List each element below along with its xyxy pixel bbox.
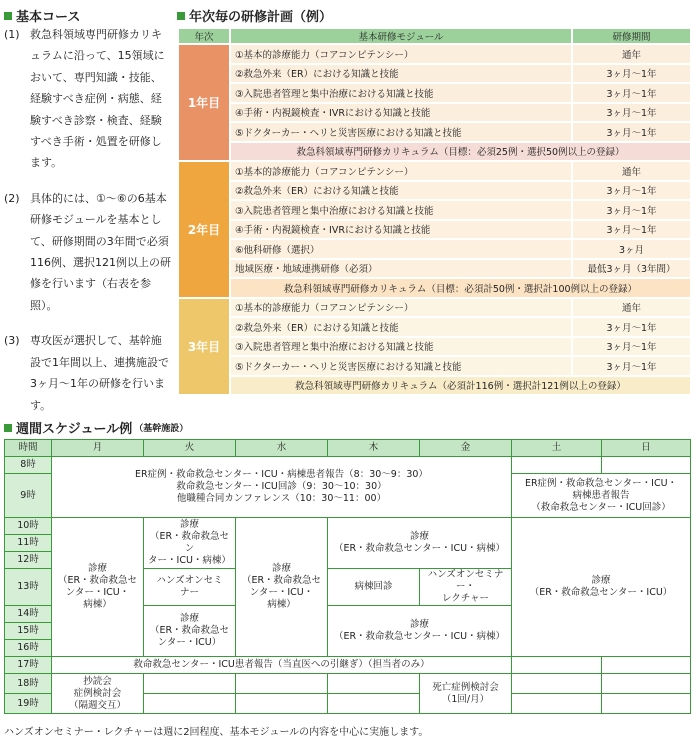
time-cell: 13時 bbox=[5, 569, 52, 606]
bullet-square-icon bbox=[177, 12, 185, 20]
period-cell: 通年 bbox=[573, 45, 690, 63]
time-row bbox=[5, 657, 691, 674]
empty-cell bbox=[512, 694, 602, 714]
period-cell: 3ヶ月 bbox=[573, 240, 690, 258]
plan-row bbox=[179, 45, 690, 63]
period-cell: 通年 bbox=[573, 299, 690, 317]
plan-row bbox=[179, 357, 690, 375]
header-wed: 水 bbox=[236, 440, 328, 457]
module-cell: ⑤ドクターカー・ヘリと災害医療における知識と技能 bbox=[231, 123, 571, 141]
module-cell: ⑥他科研修（選択） bbox=[231, 240, 571, 258]
empty-cell bbox=[144, 694, 236, 714]
tue-clinic-cell: 診療 （ER・救命救急セ ンター・ICU） bbox=[144, 606, 236, 657]
period-cell: 3ヶ月～1年 bbox=[573, 104, 690, 122]
empty-cell bbox=[236, 694, 328, 714]
header-time: 時間 bbox=[5, 440, 52, 457]
weekend-morning-cell: ER症例・救命救急センター・ICU・ 病棟患者報告 （救命救急センター・ICU回診） bbox=[512, 474, 691, 518]
header-sat: 土 bbox=[512, 440, 602, 457]
period-cell: 3ヶ月～1年 bbox=[573, 84, 690, 102]
plan-row bbox=[179, 65, 690, 83]
module-cell: ③入院患者管理と集中治療における知識と技能 bbox=[231, 201, 571, 219]
fri-handson-cell: ハンズオンセミナー・ レクチャー bbox=[420, 569, 512, 606]
period-cell: 3ヶ月～1年 bbox=[573, 318, 690, 336]
mon-clinic-cell: 診療 （ER・救命救急セ ンター・ICU・ 病棟） bbox=[52, 518, 144, 657]
plan-curriculum-row bbox=[179, 143, 690, 161]
plan-header-period: 研修期間 bbox=[573, 29, 690, 43]
empty-cell bbox=[512, 657, 602, 674]
module-cell: ③入院患者管理と集中治療における知識と技能 bbox=[231, 84, 571, 102]
plan-header-year: 年次 bbox=[179, 29, 229, 43]
period-cell: 3ヶ月～1年 bbox=[573, 123, 690, 141]
module-cell: ⑤ドクターカー・ヘリと災害医療における知識と技能 bbox=[231, 357, 571, 375]
basic-course-item: (2) 具体的には、①～⑥の6基本研修モジュールを基本として、研修期間の3年間で必須116例、選択121例以上の研修を行います（右表を参照）。 bbox=[4, 191, 171, 312]
time-row bbox=[5, 674, 691, 694]
module-cell: ②救急外来（ER）における知識と技能 bbox=[231, 65, 571, 83]
time-cell: 14時 bbox=[5, 606, 52, 623]
plan-row bbox=[179, 162, 690, 180]
time-cell: 19時 bbox=[5, 694, 52, 714]
plan-row bbox=[179, 182, 690, 200]
plan-row bbox=[179, 240, 690, 258]
time-cell: 12時 bbox=[5, 552, 52, 569]
plan-header-module: 基本研修モジュール bbox=[231, 29, 571, 43]
empty-cell bbox=[602, 674, 691, 694]
curriculum-cell: 救急科領域専門研修カリキュラム（目標：必須25例・選択50例以上の登録） bbox=[231, 143, 690, 161]
footnote: ハンズオンセミナー・レクチャーは週に2回程度、基本モジュールの内容を中心に実施します。 bbox=[4, 727, 429, 738]
plan-row bbox=[179, 338, 690, 356]
module-cell: ①基本的診療能力（コアコンピテンシー） bbox=[231, 162, 571, 180]
period-cell: 3ヶ月～1年 bbox=[573, 357, 690, 375]
time-cell: 10時 bbox=[5, 518, 52, 535]
time-row bbox=[5, 457, 691, 474]
plan-header-row bbox=[179, 29, 690, 43]
basic-course-item: (3) 専攻医が選択して、基幹施設で1年間以上、連携施設で3ヶ月～1年の研修を行います。 bbox=[4, 334, 169, 412]
period-cell: 3ヶ月～1年 bbox=[573, 201, 690, 219]
empty-cell bbox=[512, 457, 602, 474]
plan-row bbox=[179, 104, 690, 122]
tue-handson-cell: ハンズオンセミ ナー bbox=[144, 569, 236, 606]
weekly-header-row bbox=[5, 440, 691, 457]
time-cell: 15時 bbox=[5, 623, 52, 640]
empty-cell bbox=[602, 657, 691, 674]
module-cell: ④手術・内視鏡検査・IVRにおける知識と技能 bbox=[231, 221, 571, 239]
module-cell: ④手術・内視鏡検査・IVRにおける知識と技能 bbox=[231, 104, 571, 122]
weekend-clinic-cell: 診療 （ER・救命救急センター・ICU） bbox=[512, 518, 691, 657]
empty-cell bbox=[512, 674, 602, 694]
period-cell: 3ヶ月～1年 bbox=[573, 182, 690, 200]
time-row bbox=[5, 518, 691, 535]
time-cell: 17時 bbox=[5, 657, 52, 674]
wed-clinic-cell: 診療 （ER・救命救急セ ンター・ICU・ 病棟） bbox=[236, 518, 328, 657]
plan-title: 年次毎の研修計画（例） bbox=[177, 6, 332, 25]
evening-report-cell: 救命救急センター・ICU患者報告（当直医への引継ぎ）（担当者のみ） bbox=[52, 657, 512, 674]
time-cell: 8時 bbox=[5, 457, 52, 474]
plan-curriculum-row bbox=[179, 377, 690, 395]
period-cell: 3ヶ月～1年 bbox=[573, 338, 690, 356]
period-cell: 3ヶ月～1年 bbox=[573, 65, 690, 83]
time-cell: 9時 bbox=[5, 474, 52, 518]
curriculum-cell: 救急科領域専門研修カリキュラム（必須計116例・選択計121例以上の登録） bbox=[231, 377, 690, 395]
empty-cell bbox=[328, 694, 420, 714]
period-cell: 最低3ヶ月（3年間） bbox=[573, 260, 690, 278]
plan-row bbox=[179, 201, 690, 219]
annual-plan-table bbox=[177, 27, 692, 396]
module-cell: ③入院患者管理と集中治療における知識と技能 bbox=[231, 338, 571, 356]
plan-row bbox=[179, 123, 690, 141]
plan-row bbox=[179, 318, 690, 336]
module-cell: ①基本的診療能力（コアコンピテンシー） bbox=[231, 299, 571, 317]
module-cell: ②救急外来（ER）における知識と技能 bbox=[231, 182, 571, 200]
weekly-title: 週間スケジュール例 （基幹施設） bbox=[4, 418, 188, 437]
bullet-square-icon bbox=[4, 12, 12, 20]
curriculum-cell: 救急科領域専門研修カリキュラム（目標：必須計50例・選択計100例以上の登録） bbox=[231, 279, 690, 297]
header-sun: 日 bbox=[602, 440, 691, 457]
thu-ward-round-cell: 病棟回診 bbox=[328, 569, 420, 606]
tue-clinic-cell: 診療 （ER・救命救急セン ター・ICU・病棟） bbox=[144, 518, 236, 569]
plan-curriculum-row bbox=[179, 279, 690, 297]
basic-course-title: 基本コース bbox=[4, 6, 80, 25]
plan-row bbox=[179, 84, 690, 102]
empty-cell bbox=[602, 457, 691, 474]
plan-row bbox=[179, 260, 690, 278]
header-fri: 金 bbox=[420, 440, 512, 457]
basic-course-item: (1) 救急科領域専門研修カリキュラムに沿って、15領域において、専門知識・技能、経験すべき症例・病態、経験すべき診察・検査、経験すべき手術・処置を研修します。 bbox=[4, 28, 165, 170]
module-cell: ①基本的診療能力（コアコンピテンシー） bbox=[231, 45, 571, 63]
empty-cell bbox=[328, 674, 420, 694]
module-cell: ②救急外来（ER）における知識と技能 bbox=[231, 318, 571, 336]
year-label: 1年目 bbox=[179, 45, 229, 160]
header-mon: 月 bbox=[52, 440, 144, 457]
time-cell: 11時 bbox=[5, 535, 52, 552]
empty-cell bbox=[144, 674, 236, 694]
time-cell: 18時 bbox=[5, 674, 52, 694]
journal-club-cell: 抄読会 症例検討会 （隔週交互） bbox=[52, 674, 144, 714]
year-label: 3年目 bbox=[179, 299, 229, 395]
plan-row bbox=[179, 221, 690, 239]
plan-row bbox=[179, 299, 690, 317]
thufri-clinic-cell: 診療 （ER・救命救急センター・ICU・病棟） bbox=[328, 518, 512, 569]
header-tue: 火 bbox=[144, 440, 236, 457]
mortality-conference-cell: 死亡症例検討会 （1回/月） bbox=[420, 674, 512, 714]
empty-cell bbox=[236, 674, 328, 694]
time-cell: 16時 bbox=[5, 640, 52, 657]
thufri-clinic-cell: 診療 （ER・救命救急センター・ICU・病棟） bbox=[328, 606, 512, 657]
year-label: 2年目 bbox=[179, 162, 229, 297]
weekly-schedule-table bbox=[4, 439, 691, 714]
basic-course-list bbox=[4, 24, 172, 430]
header-thu: 木 bbox=[328, 440, 420, 457]
period-cell: 通年 bbox=[573, 162, 690, 180]
period-cell: 3ヶ月～1年 bbox=[573, 221, 690, 239]
morning-conference-cell: ER症例・救命救急センター・ICU・病棟患者報告（8：30～9：30） 救命救急センター・ICU回診（9：30～10：30） 他職種合同カンファレンス（10：30～11：00） bbox=[52, 457, 512, 518]
module-cell: 地域医療・地域連携研修（必須） bbox=[231, 260, 571, 278]
empty-cell bbox=[602, 694, 691, 714]
